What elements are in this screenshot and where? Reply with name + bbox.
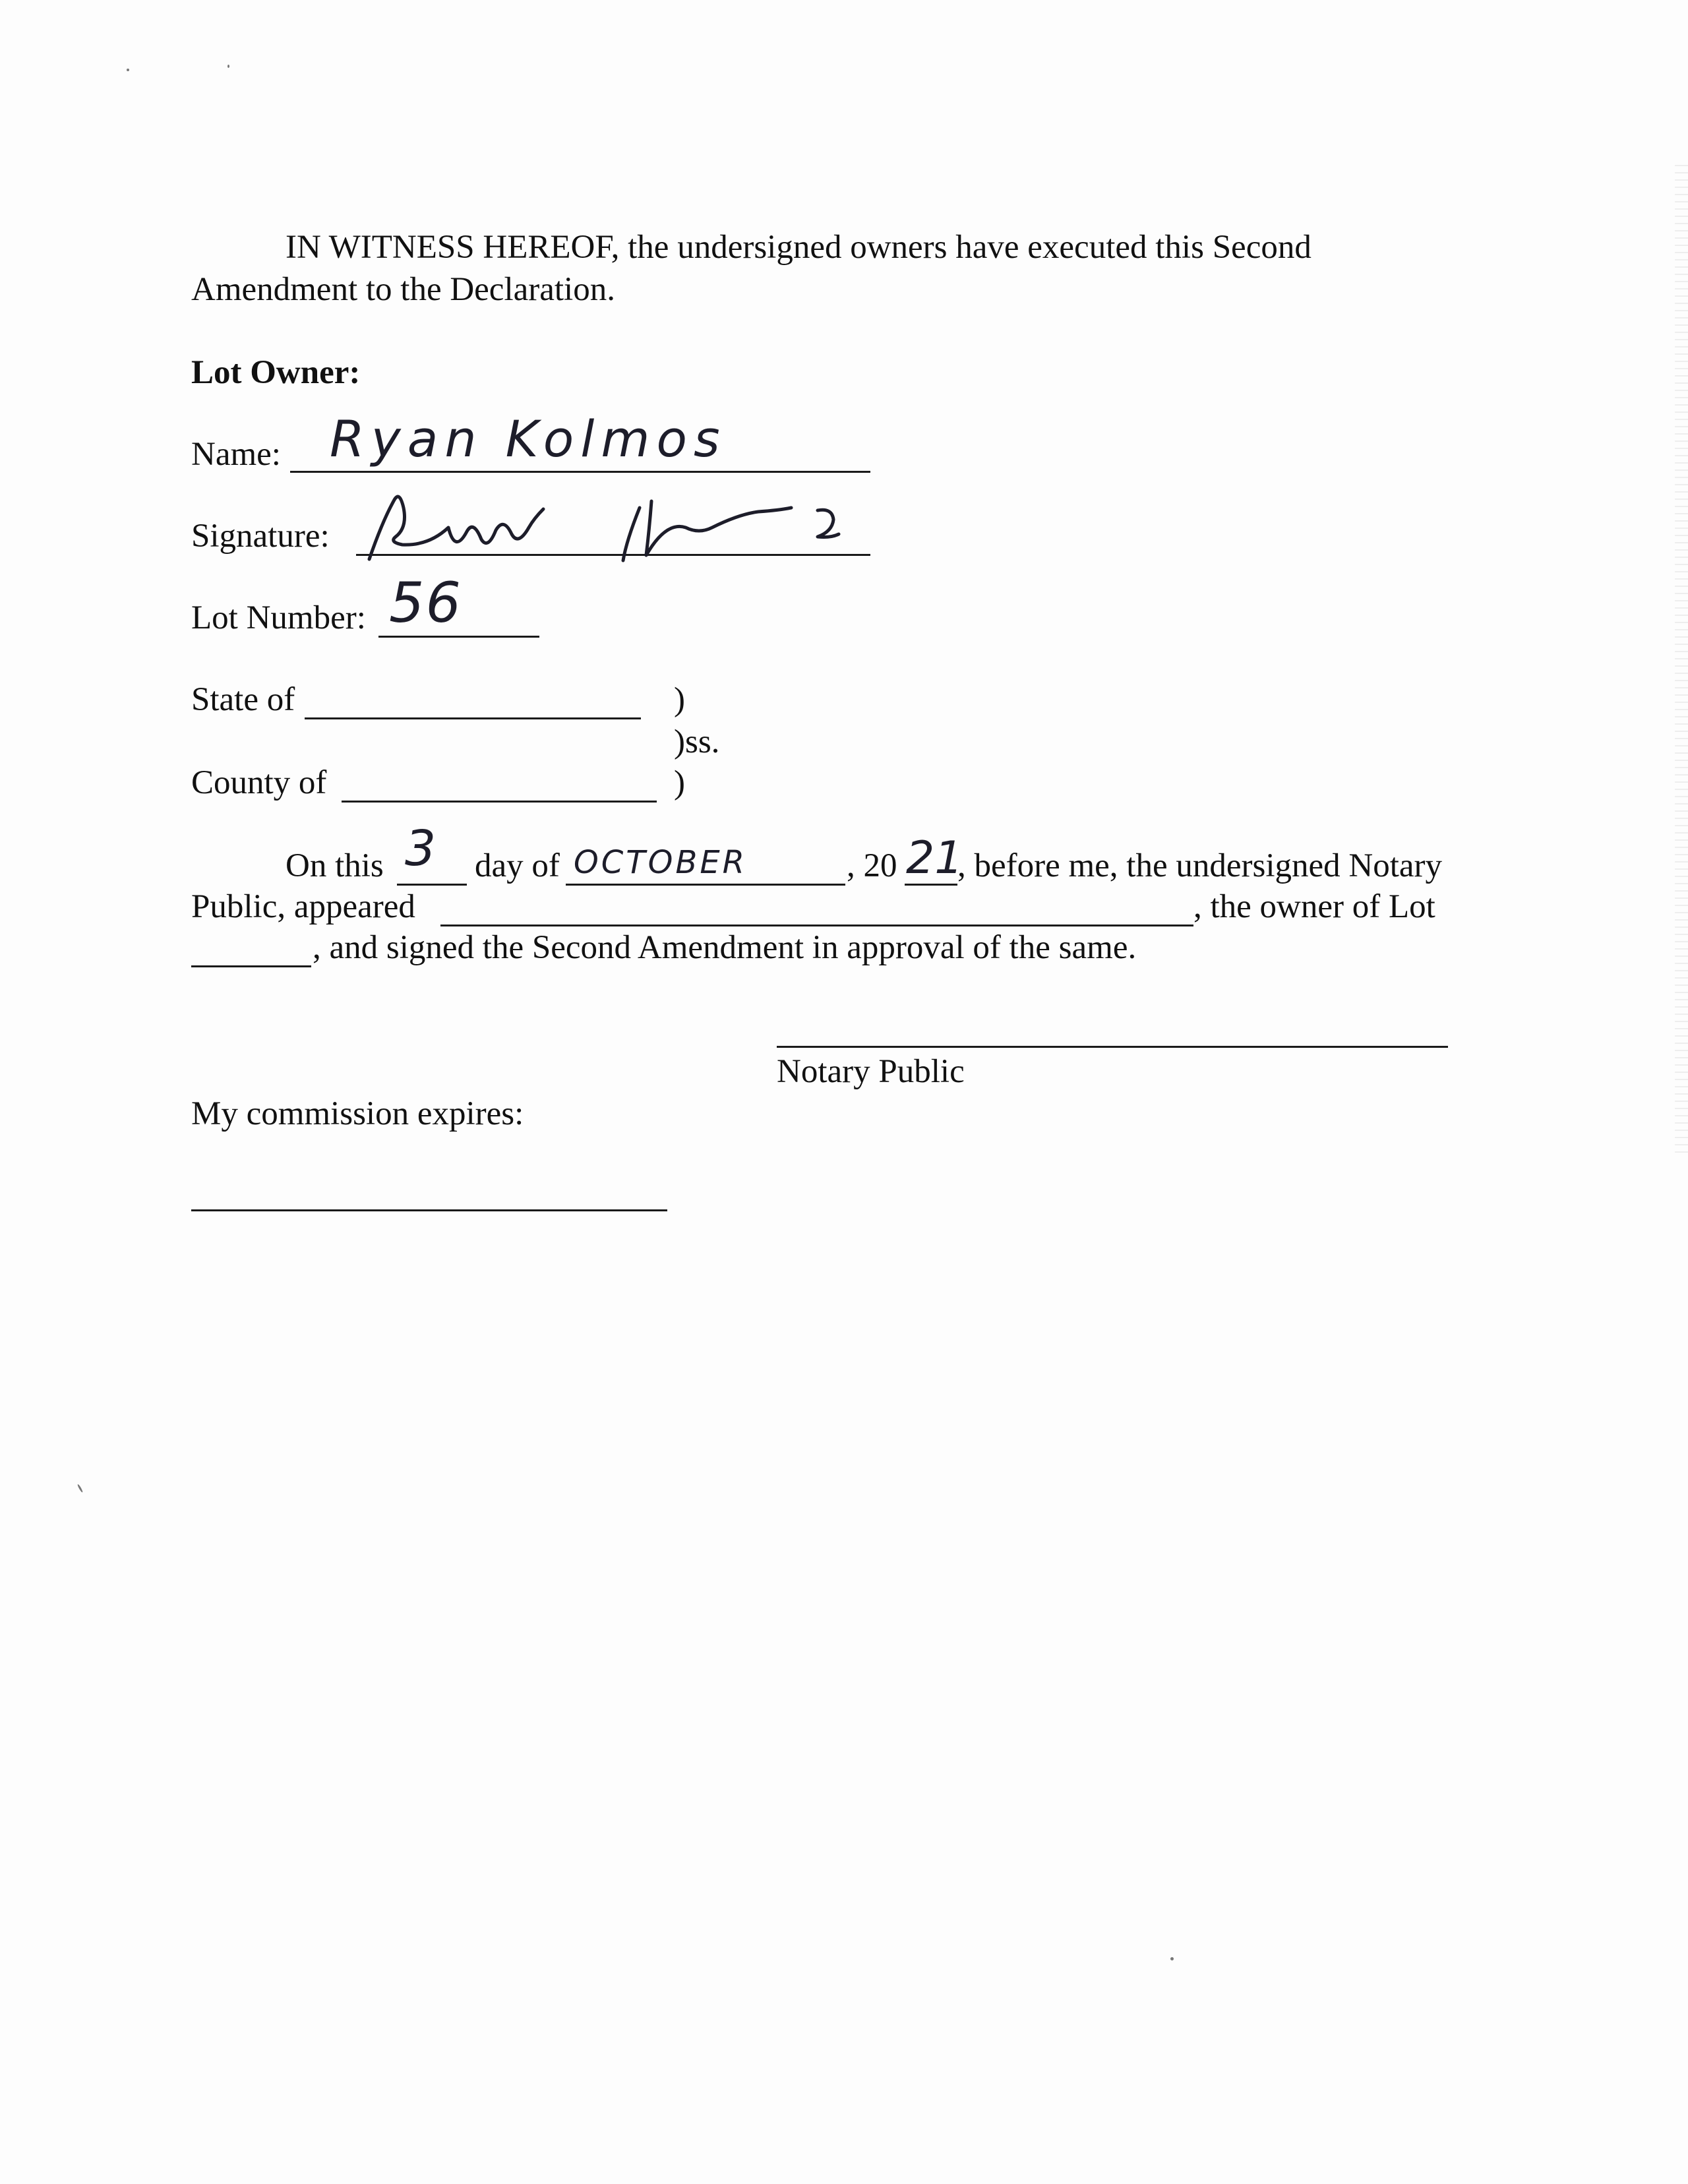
notary-signature-line [777,1046,1448,1048]
scan-speck [77,1484,84,1493]
signature-label: Signature: [191,518,330,555]
day-line [397,884,467,886]
lot-number-handwriting: 56 [389,570,462,635]
year-handwriting: 21 [906,832,963,884]
county-label: County of [191,764,327,801]
commission-expires-label: My commission expires: [191,1095,524,1132]
lot-blank-line [191,965,311,967]
name-line [290,471,870,473]
witness-line-1: IN WITNESS HEREOF, the undersigned owners have executed this Second [286,229,1311,266]
commission-expires-line [191,1209,667,1211]
before-me-text: , before me, the undersigned Notary [957,847,1442,884]
day-handwriting: 3 [405,820,437,877]
comma-20-text: , 20 [847,847,897,884]
notary-public-label: Notary Public [777,1053,965,1090]
paren-bottom: ) [674,764,685,801]
signature-handwriting [356,481,870,567]
appeared-line [440,925,1193,926]
paren-ss: )ss. [674,723,720,760]
state-label: State of [191,681,295,718]
and-signed-text: , and signed the Second Amendment in approval of the same. [313,929,1137,966]
on-this-text: On this [286,847,384,884]
lot-owner-heading: Lot Owner: [191,354,361,391]
witness-line-2: Amendment to the Declaration. [191,271,615,308]
month-line [566,884,845,886]
scan-speck [227,65,229,68]
paren-top: ) [674,681,685,718]
state-line [305,717,641,719]
county-line [342,801,657,803]
lot-number-line [378,636,539,638]
scan-speck [1170,1957,1174,1960]
day-of-text: day of [475,847,560,884]
scan-speck [127,69,129,71]
public-appeared-text: Public, appeared [191,888,415,925]
scan-edge-noise [1675,165,1688,1154]
name-handwriting: Ryan Kolmos [330,410,727,468]
owner-of-lot-text: , the owner of Lot [1193,888,1435,925]
month-handwriting: OCTOBER [574,844,748,881]
lot-number-label: Lot Number: [191,599,366,636]
name-label: Name: [191,436,281,473]
